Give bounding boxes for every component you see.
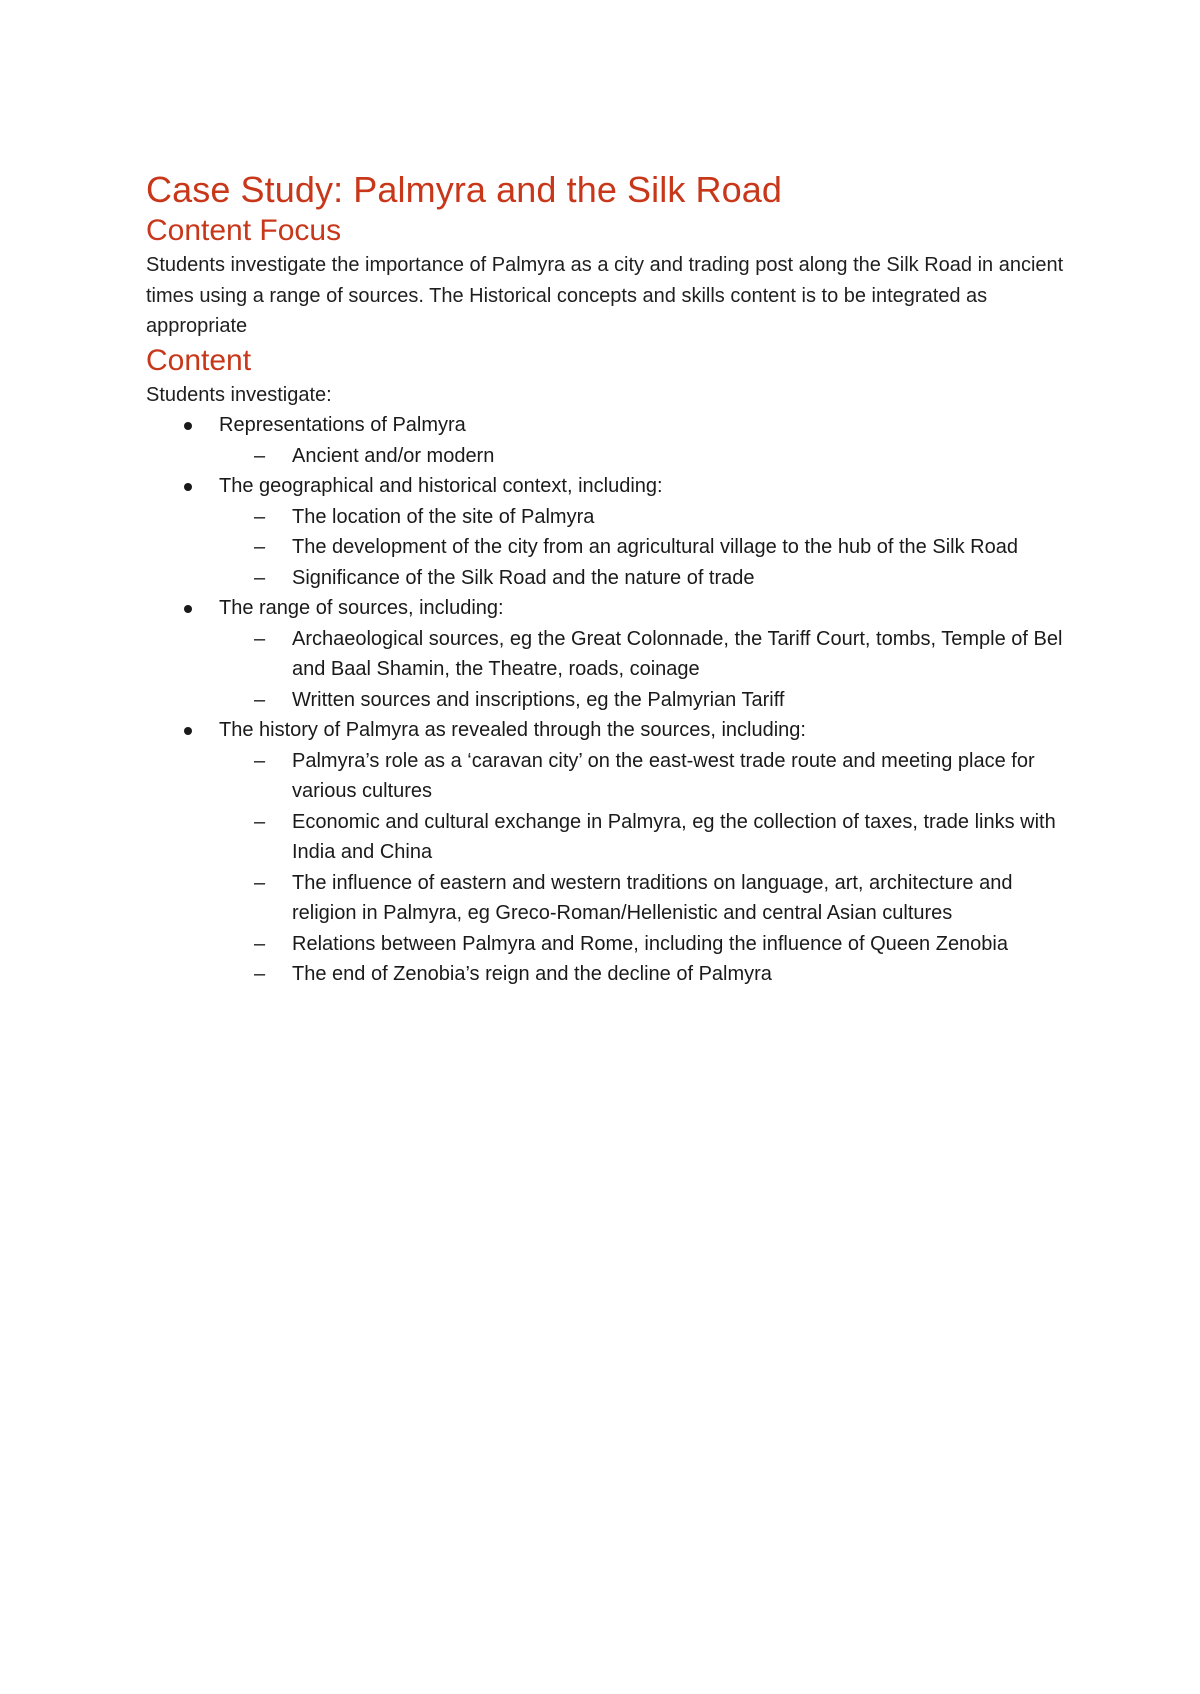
sub-list-item [219, 807, 1066, 868]
content-focus-paragraph: Students investigate the importance of Palmyra as a city and trading post along the Silk Road in ancient times using a range of sources. The Historical concepts and skills content is to be integrated as appropriate [146, 254, 1064, 337]
bullet-text: Representations of Palmyra [219, 414, 466, 436]
dash-icon: – [254, 963, 266, 985]
sub-list-item [219, 502, 1066, 533]
bullet-dot-icon [184, 422, 192, 430]
bullet-item-history [146, 715, 1066, 990]
bullet-item-sources [146, 593, 1066, 715]
document-body [146, 168, 1066, 990]
dash-icon: – [254, 749, 266, 772]
bullet-dot-icon [184, 727, 192, 735]
sub-item-text: Economic and cultural exchange in Palmyra, eg the collection of taxes, trade links with India and China [292, 810, 1056, 863]
bullet-text: The history of Palmyra as revealed through the sources, including: [219, 719, 806, 741]
sub-list [219, 746, 1066, 990]
content-bullet-list [146, 410, 1066, 990]
sub-list-item [219, 959, 1066, 990]
dash-icon: – [254, 932, 266, 955]
content-intro: Students investigate: [146, 383, 332, 406]
dash-icon: – [254, 505, 266, 528]
dash-icon: – [254, 871, 266, 894]
bullet-text: The geographical and historical context, including: [219, 475, 663, 497]
dash-icon: – [254, 536, 266, 558]
sub-list-item [219, 532, 1066, 563]
sub-item-text: Written sources and inscriptions, eg the Palmyrian Tariff [292, 688, 785, 711]
document-title: Case Study: Palmyra and the Silk Road [146, 169, 783, 210]
dash-icon: – [254, 627, 266, 650]
sub-list-item [219, 441, 1066, 472]
sub-item-text: The location of the site of Palmyra [292, 505, 595, 528]
sub-list-item [219, 563, 1066, 594]
content-focus-heading: Content Focus [146, 214, 342, 247]
dash-icon: – [254, 444, 266, 467]
bullet-item-representations [146, 410, 1066, 471]
sub-list-item [219, 868, 1066, 929]
sub-list [219, 624, 1066, 716]
sub-item-text: The development of the city from an agricultural village to the hub of the Silk Road [292, 536, 1018, 558]
sub-list [219, 441, 1066, 472]
sub-item-text: Archaeological sources, eg the Great Colonnade, the Tariff Court, tombs, Temple of Bel and Baal Shamin, the Theatre, roads, coinage [292, 627, 1063, 680]
sub-item-text: Ancient and/or modern [292, 444, 495, 467]
sub-item-text: Significance of the Silk Road and the nature of trade [292, 566, 755, 589]
sub-list [219, 502, 1066, 594]
dash-icon: – [254, 566, 266, 589]
bullet-item-context [146, 471, 1066, 593]
sub-list-item [219, 685, 1066, 716]
sub-list-item [219, 746, 1066, 807]
dash-icon: – [254, 810, 266, 833]
sub-item-text: Relations between Palmyra and Rome, including the influence of Queen Zenobia [292, 932, 1008, 955]
sub-list-item [219, 624, 1066, 685]
sub-item-text: The end of Zenobia’s reign and the decline of Palmyra [292, 963, 772, 985]
bullet-text: The range of sources, including: [219, 597, 504, 619]
bullet-dot-icon [184, 483, 192, 491]
dash-icon: – [254, 688, 266, 711]
sub-list-item [219, 929, 1066, 960]
content-heading: Content [146, 343, 252, 377]
sub-item-text: The influence of eastern and western traditions on language, art, architecture and religion in Palmyra, eg Greco-Roman/Hellenistic and central Asian cultures [292, 871, 1013, 924]
sub-item-text: Palmyra’s role as a ‘caravan city’ on the east-west trade route and meeting place for various cultures [292, 749, 1035, 802]
bullet-dot-icon [184, 605, 192, 613]
